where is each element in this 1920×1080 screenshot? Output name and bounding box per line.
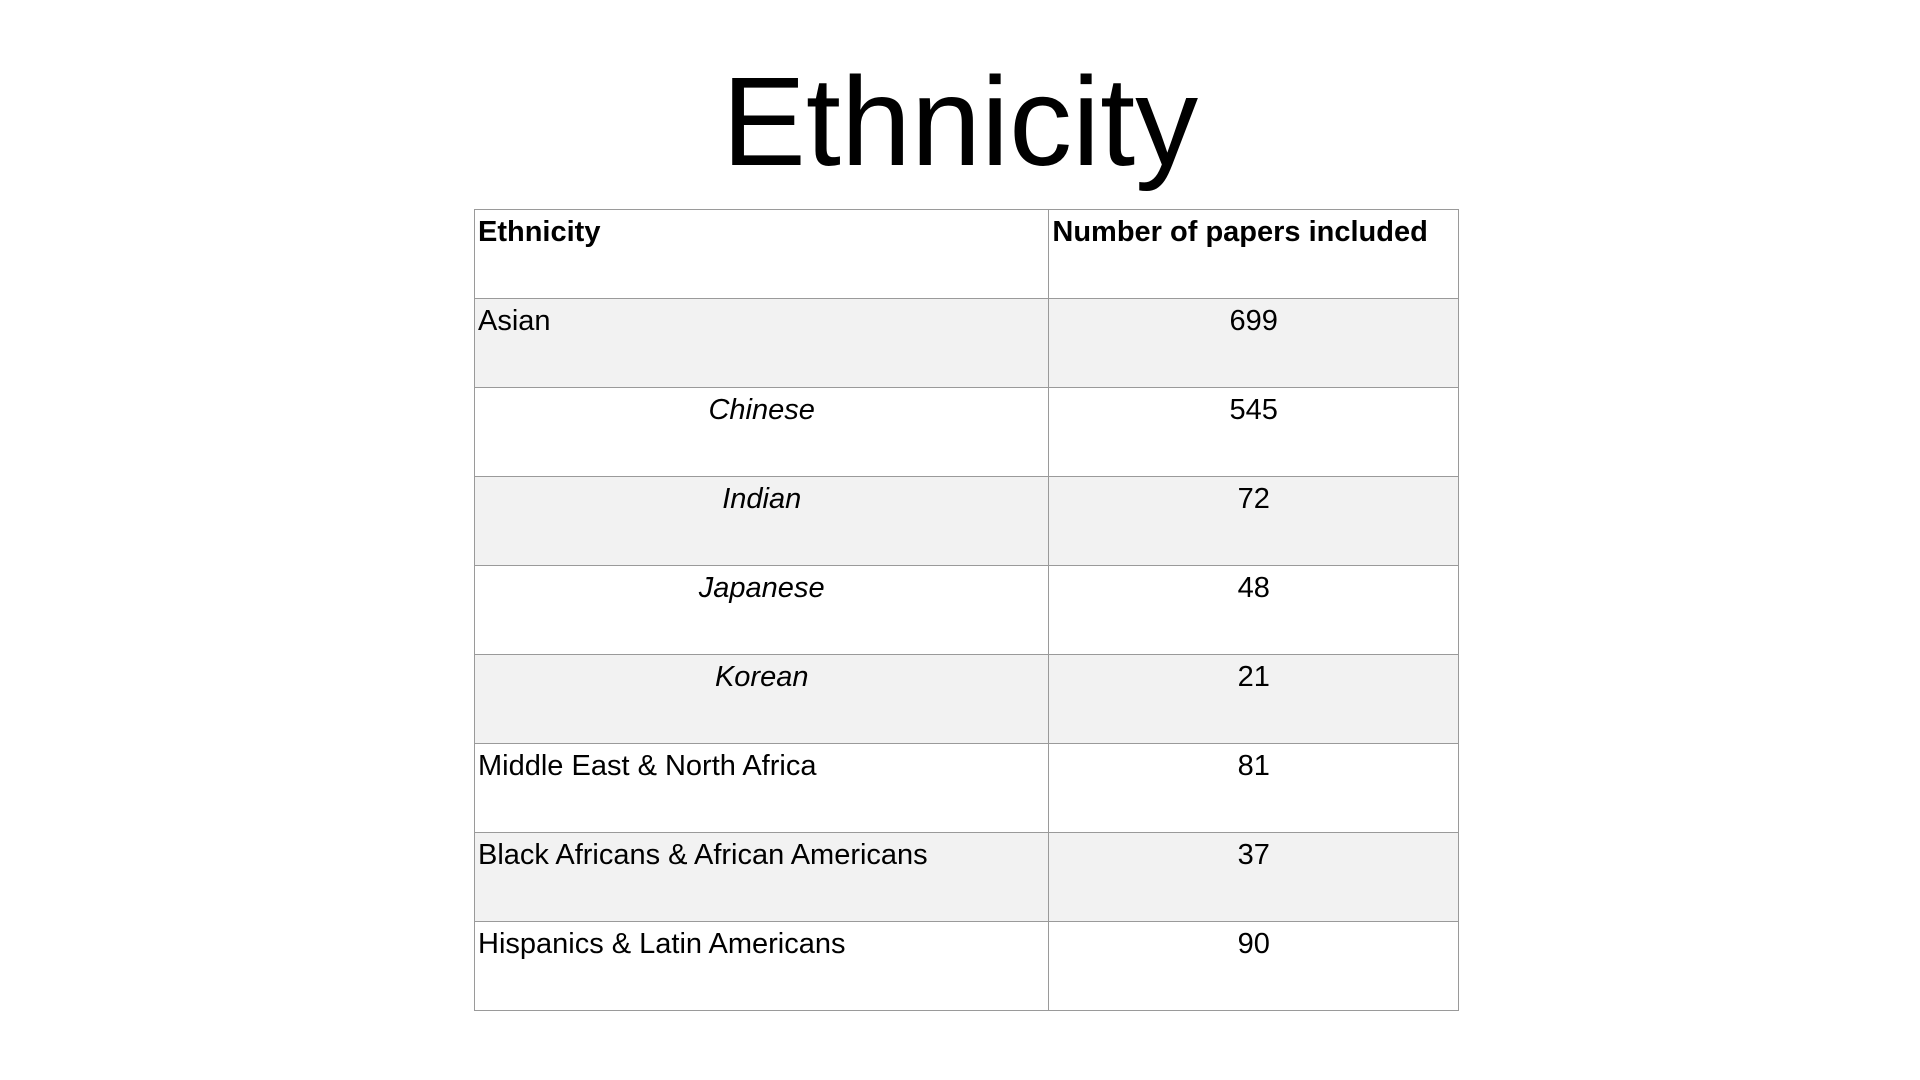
slide-title: Ethnicity bbox=[721, 51, 1199, 192]
row-count-cell: 699 bbox=[1049, 299, 1459, 388]
table-row bbox=[475, 299, 1459, 388]
row-ethnicity-cell: Hispanics & Latin Americans bbox=[475, 922, 1049, 1011]
ethnicity-table bbox=[474, 209, 1459, 1011]
table-row bbox=[475, 744, 1459, 833]
row-count-cell: 37 bbox=[1049, 833, 1459, 922]
row-ethnicity-cell: Asian bbox=[475, 299, 1049, 388]
row-ethnicity-cell: Middle East & North Africa bbox=[475, 744, 1049, 833]
table-row bbox=[475, 922, 1459, 1011]
table-row bbox=[475, 477, 1459, 566]
table-row bbox=[475, 388, 1459, 477]
row-count-cell: 81 bbox=[1049, 744, 1459, 833]
row-count-cell: 90 bbox=[1049, 922, 1459, 1011]
row-count-cell: 48 bbox=[1049, 566, 1459, 655]
row-ethnicity-cell: Chinese bbox=[475, 388, 1049, 477]
row-count-cell: 545 bbox=[1049, 388, 1459, 477]
table-header-row bbox=[475, 210, 1459, 299]
table-row bbox=[475, 833, 1459, 922]
row-ethnicity-cell: Japanese bbox=[475, 566, 1049, 655]
header-ethnicity: Ethnicity bbox=[475, 210, 1049, 299]
row-ethnicity-cell: Black Africans & African Americans bbox=[475, 833, 1049, 922]
table-row bbox=[475, 566, 1459, 655]
header-number-of-papers: Number of papers included bbox=[1049, 210, 1459, 299]
row-ethnicity-cell: Indian bbox=[475, 477, 1049, 566]
table-row bbox=[475, 655, 1459, 744]
row-ethnicity-cell: Korean bbox=[475, 655, 1049, 744]
row-count-cell: 72 bbox=[1049, 477, 1459, 566]
row-count-cell: 21 bbox=[1049, 655, 1459, 744]
